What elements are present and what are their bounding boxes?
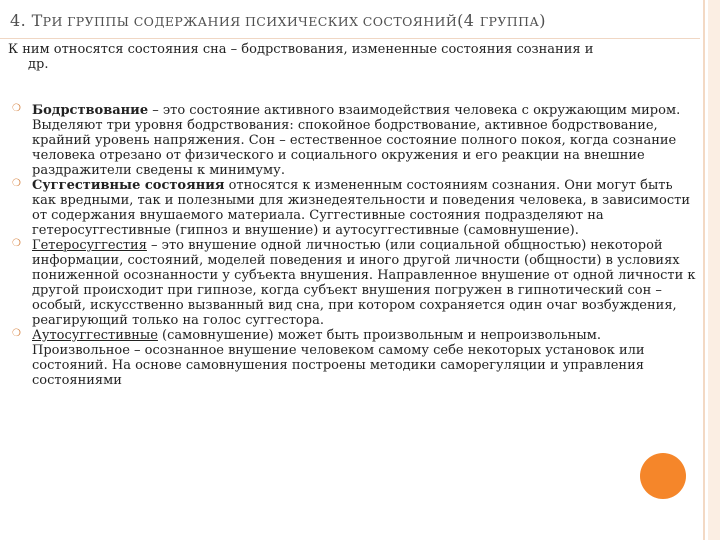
title-suffix-word: ГРУППА — [479, 14, 540, 29]
list-item-heterosuggestion — [10, 238, 700, 328]
term-suggestive: Суггестивные состояния — [32, 178, 225, 193]
intro-line-1: К ним относятся состояния сна – бодрствования, измененные состояния сознания и — [8, 42, 594, 57]
title-first-letter: Т — [31, 11, 43, 30]
term-wakefulness: Бодрствование — [32, 103, 149, 118]
term-heterosuggestion: Гетеросуггестия — [32, 238, 147, 253]
title-rest: РИ ГРУППЫ СОДЕРЖАНИЯ ПСИХИЧЕСКИХ СОСТОЯНИЙ — [42, 14, 458, 29]
title-number: 4. — [10, 11, 32, 30]
text-wakefulness: – это состояние активного взаимодействия человека с окружающим миром. Выделяют три уровня бодрствования: спокойное бодрствование, активное бодрствование, крайний уровень напряжения. Сон – естественное состояние полного покоя, когда сознание человека отрезано от физического и социального окружения и его реакции на внешние раздражители сведены к минимуму. — [32, 103, 681, 178]
term-autosuggestion: Аутосуггестивные — [32, 328, 158, 343]
bullet-icon: ❍ — [12, 178, 21, 189]
intro-line-2: др. — [28, 57, 49, 72]
list-item-wakefulness — [10, 103, 700, 178]
intro-paragraph — [8, 42, 698, 72]
slide-title — [10, 10, 690, 33]
text-suggestive: относятся к измененным состояниям сознания. Они могут быть как вредными, так и полезными для жизнедеятельности и поведения человека, в зависимости от содержания внушаемого материала. Суггестивные состояния подразделяют на гетеросуггестивные (гипноз и внушение) и аутосуггестивные (самовнушение). — [32, 178, 691, 238]
title-suffix-close: ) — [539, 11, 546, 30]
list-item-suggestive — [10, 178, 700, 238]
right-border-band — [708, 0, 720, 540]
title-suffix-open: (4 — [457, 11, 480, 30]
bullet-icon: ❍ — [12, 238, 21, 249]
list-item-autosuggestion — [10, 328, 700, 388]
bullet-list — [10, 103, 700, 388]
right-border-line — [703, 0, 705, 540]
decorative-orange-circle — [640, 453, 686, 499]
bullet-icon: ❍ — [12, 103, 21, 114]
text-autosuggestion: (самовнушение) может быть произвольным и непроизвольным. Произвольное – осознанное внушение человеком самому себе некоторых установок или состояний. На основе самовнушения построены методики саморегуляции и управления состояниями — [32, 328, 645, 388]
text-heterosuggestion: – это внушение одной личностью (или социальной общностью) некоторой информации, состояний, моделей поведения и иного другой личности (общности) в условиях пониженной осознанности у субъекта внушения. Направленное внушение от одной личности к другой происходит при гипнозе, когда субъект внушения погружен в гипнотический сон – особый, искусственно вызванный вид сна, при котором сохраняется один очаг возбуждения, реагирующий только на голос суггестора. — [32, 238, 696, 328]
bullet-icon: ❍ — [12, 328, 21, 339]
title-divider — [0, 38, 700, 39]
